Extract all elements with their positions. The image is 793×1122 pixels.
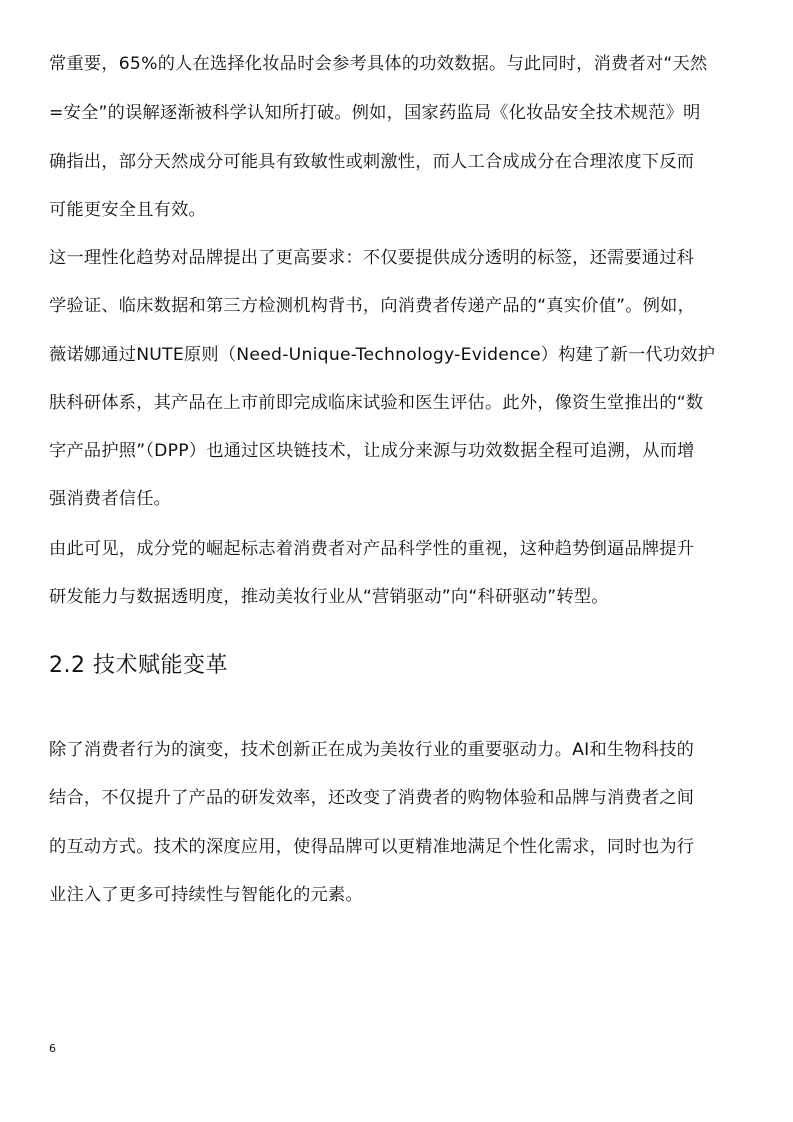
paragraph-line: =安全”的误解逐渐被科学认知所打破。例如，国家药监局《化妆品安全技术规范》明	[49, 103, 701, 123]
paragraph-line: 业注入了更多可持续性与智能化的元素。	[49, 885, 363, 905]
paragraph-line: 的互动方式。技术的深度应用，使得品牌可以更精准地满足个性化需求，同时也为行	[49, 837, 695, 857]
page-number: 6	[49, 1042, 56, 1055]
paragraph-line: 研发能力与数据透明度，推动美妆行业从“营销驱动”向“科研驱动”转型。	[49, 587, 609, 607]
paragraph-line: 除了消费者行为的演变，技术创新正在成为美妆行业的重要驱动力。AI和生物科技的	[49, 740, 695, 760]
paragraph-line: 常重要，65%的人在选择化妆品时会参考具体的功效数据。与此同时，消费者对“天然	[49, 54, 708, 74]
paragraph-line: 学验证、临床数据和第三方检测机构背书，向消费者传递产品的“真实价值”。例如，	[49, 296, 696, 316]
paragraph-line: 薇诺娜通过NUTE原则（Need-Unique-Technology-Evidence）构建了新一代功效护	[49, 345, 716, 365]
paragraph-line: 结合，不仅提升了产品的研发效率，还改变了消费者的购物体验和品牌与消费者之间	[49, 788, 695, 808]
paragraph-line: 肤科研体系，其产品在上市前即完成临床试验和医生评估。此外，像资生堂推出的“数	[49, 393, 704, 413]
section-heading: 2.2 技术赋能变革	[49, 653, 228, 678]
paragraph-line: 这一理性化趋势对品牌提出了更高要求：不仅要提供成分透明的标签，还需要通过科	[49, 248, 695, 268]
paragraph-line: 由此可见，成分党的崛起标志着消费者对产品科学性的重视，这种趋势倒逼品牌提升	[49, 539, 695, 559]
paragraph-line: 可能更安全且有效。	[49, 200, 206, 220]
paragraph-line: 字产品护照”（DPP）也通过区块链技术，让成分来源与功效数据全程可追溯，从而增	[49, 441, 695, 461]
paragraph-line: 强消费者信任。	[49, 489, 172, 509]
paragraph-line: 确指出，部分天然成分可能具有致敏性或刺激性，而人工合成成分在合理浓度下反而	[49, 152, 695, 172]
